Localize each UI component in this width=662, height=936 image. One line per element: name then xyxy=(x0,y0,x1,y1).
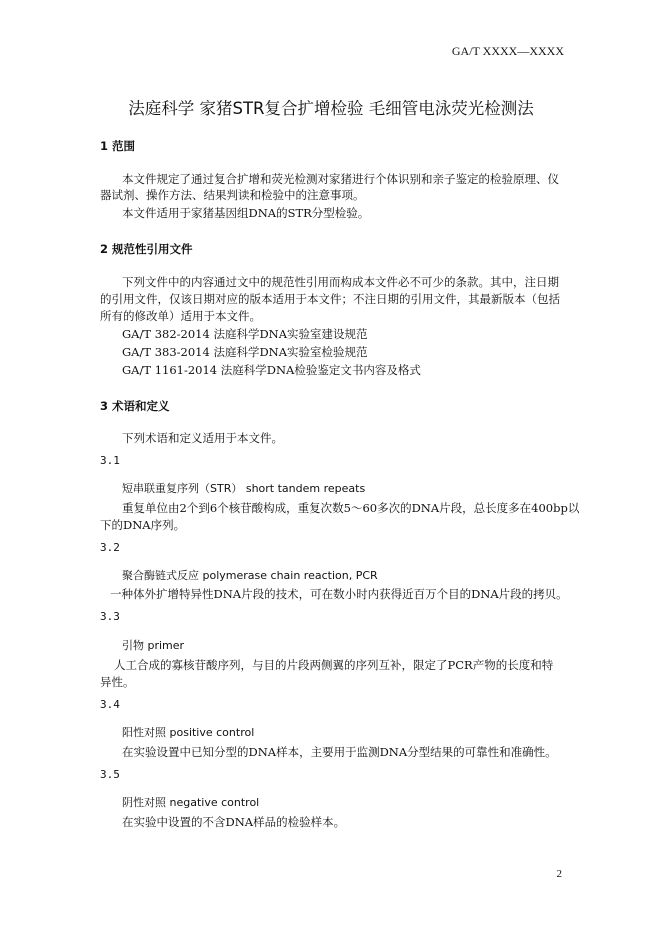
reference-item: GA/T 1161-2014 法庭科学DNA检验鉴定文书内容及格式 xyxy=(122,363,421,377)
section-3-intro: 下列术语和定义适用于本文件。 xyxy=(122,431,283,445)
section-2-para-line-3: 所有的修改单）适用于本文件。 xyxy=(100,309,261,323)
term-title: 阳性对照 positive control xyxy=(122,726,255,739)
term-number: 3.4 xyxy=(100,698,120,711)
section-1-para-2: 本文件适用于家猪基因组DNA的STR分型检验。 xyxy=(122,206,370,220)
term-definition-line-2: 下的DNA序列。 xyxy=(100,518,186,532)
term-definition-line-1: 重复单位由2个到6个核苷酸构成，重复次数5～60多次的DNA片段，总长度多在400bp以 xyxy=(122,501,580,515)
page-number: 2 xyxy=(556,868,562,880)
term-definition-line-1: 在实验设置中已知分型的DNA样本，主要用于监测DNA分型结果的可靠性和准确性。 xyxy=(122,745,557,759)
term-title: 阴性对照 negative control xyxy=(122,796,260,809)
reference-item: GA/T 382-2014 法庭科学DNA实验室建设规范 xyxy=(122,327,368,341)
term-title: 聚合酶链式反应 polymerase chain reaction, PCR xyxy=(122,569,378,582)
reference-item: GA/T 383-2014 法庭科学DNA实验室检验规范 xyxy=(122,345,368,359)
term-number: 3.2 xyxy=(100,541,120,554)
section-1-para-1-line-1: 本文件规定了通过复合扩增和荧光检测对家猪进行个体识别和亲子鉴定的检验原理、仪 xyxy=(122,172,559,186)
section-1-para-1-line-2: 器试剂、操作方法、结果判读和检验中的注意事项。 xyxy=(100,188,365,202)
term-definition-line-1: 在实验中设置的不含DNA样品的检验样本。 xyxy=(122,815,346,829)
term-number: 3.3 xyxy=(100,610,120,623)
section-1-heading: 1 范围 xyxy=(100,139,136,153)
section-2-para-line-1: 下列文件中的内容通过文中的规范性引用而构成本文件必不可少的条款。其中，注日期 xyxy=(122,275,559,289)
term-title: 短串联重复序列（STR） short tandem repeats xyxy=(122,482,366,495)
standard-code: GA/T XXXX—XXXX xyxy=(451,44,564,58)
term-number: 3.5 xyxy=(100,768,120,781)
term-definition-line-1: 人工合成的寡核苷酸序列，与目的片段两侧翼的序列互补，限定了PCR产物的长度和特 xyxy=(114,658,554,672)
term-definition-line-1: 一种体外扩增特异性DNA片段的技术，可在数小时内获得近百万个目的DNA片段的拷贝。 xyxy=(110,587,568,601)
term-definition-line-2: 异性。 xyxy=(100,675,135,689)
section-3-heading: 3 术语和定义 xyxy=(100,399,170,413)
document-title: 法庭科学 家猪STR复合扩增检验 毛细管电泳荧光检测法 xyxy=(128,99,534,118)
term-title: 引物 primer xyxy=(122,639,185,652)
section-2-heading: 2 规范性引用文件 xyxy=(100,242,193,256)
term-number: 3.1 xyxy=(100,454,120,467)
section-2-para-line-2: 的引用文件，仅该日期对应的版本适用于本文件；不注日期的引用文件，其最新版本（包括 xyxy=(100,292,560,306)
